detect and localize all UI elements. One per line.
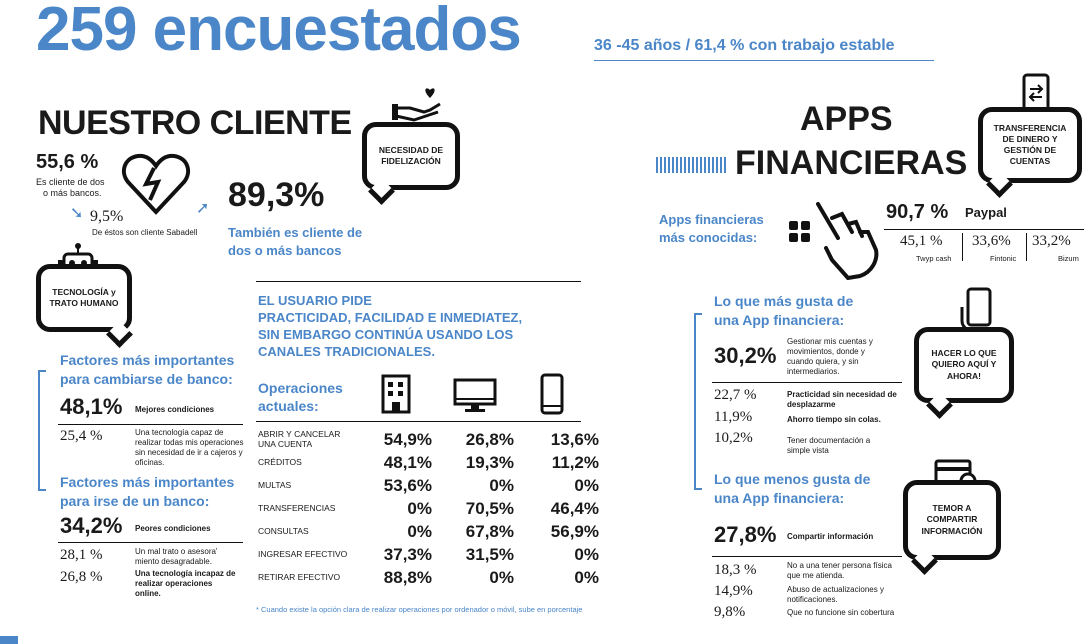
row-value: 0% — [489, 568, 514, 587]
desktop-monitor-icon — [453, 378, 497, 414]
row-value: 13,6% — [550, 430, 599, 449]
no-gusta-heading2: una App financiera: — [714, 490, 845, 506]
row-label: TRANSFERENCIAS — [258, 503, 336, 513]
table-row — [0, 429, 599, 452]
row-value: 0% — [574, 545, 599, 564]
row-label: CONSULTAS — [258, 526, 309, 536]
transfer-bubble: TRANSFERENCIA DE DINERO Y GESTIÓN DE CUENTAS — [978, 107, 1082, 183]
usuario-line2: PRACTICIDAD, FACILIDAD E INMEDIATEZ, — [258, 310, 523, 325]
app-other2-pct: 33,6% — [972, 233, 1011, 249]
factores-irse-heading2: para irse de un banco: — [60, 493, 210, 509]
broken-heart-icon — [120, 152, 192, 216]
usuario-footnote: * Cuando existe la opción clara de realizar operaciones por ordenador o móvil, sube en porcentaje — [256, 605, 583, 614]
row-value: 0% — [489, 476, 514, 495]
tecnologia-bubble-line1: TECNOLOGÍA y — [52, 286, 116, 297]
ops-title2: actuales: — [258, 398, 319, 414]
app-sep2 — [1026, 233, 1027, 261]
tecnologia-bubble-line2: TRATO HUMANO — [49, 298, 119, 308]
factores-cambiar-second-label: Una tecnología capaz de realizar todas mis operaciones sin necesidad de ir a cajeros y oficinas. — [135, 428, 244, 467]
gusta-item1-label: Practicidad sin necesidad de desplazarme — [787, 390, 897, 409]
no-gusta-item2-pct: 14,9% — [714, 583, 753, 599]
hacer-bubble: HACER LO QUE QUIERO AQUÍ Y AHORA! — [914, 327, 1014, 403]
row-value: 56,9% — [550, 522, 599, 541]
apps-conocidas1: Apps financieras — [659, 212, 764, 227]
row-label: CRÉDITOS — [258, 457, 302, 467]
no-gusta-divider — [712, 556, 902, 557]
row-value: 0% — [407, 499, 432, 518]
row-value: 26,8% — [465, 430, 514, 449]
cliente-pct2: 9,5% — [90, 208, 124, 225]
apps-stripes — [656, 157, 726, 173]
cliente-big-text1: También es cliente de — [228, 225, 363, 240]
factores-cambiar-main-pct: 48,1% — [60, 394, 123, 419]
row-value: 53,6% — [383, 476, 432, 495]
apps-conocidas2: más conocidas: — [659, 230, 758, 245]
row-value: 54,9% — [383, 430, 432, 449]
cliente-pct1-text2: o más bancos. — [43, 188, 102, 198]
apps-title1: APPS — [800, 100, 893, 138]
no-gusta-main-label: Compartir información — [787, 532, 874, 541]
cliente-pct2-text: De éstos son cliente Sabadell — [92, 228, 198, 237]
factores-cambiar-heading1: Factores más importantes — [60, 352, 235, 368]
app-other3-pct: 33,2% — [1032, 233, 1071, 249]
table-row — [0, 499, 599, 521]
ops-header-rule — [256, 421, 581, 422]
row-value: 48,1% — [383, 453, 432, 472]
fidelizacion-bubble — [362, 122, 460, 190]
factores-irse-item2-label: Una tecnología incapaz de realizar operaciones online. — [135, 569, 236, 598]
app-other2-name: Fintonic — [990, 254, 1017, 263]
cliente-title: NUESTRO CLIENTE — [38, 104, 352, 142]
usuario-line1: EL USUARIO PIDE — [258, 293, 372, 308]
row-value: 19,3% — [465, 453, 514, 472]
factores-irse-item1-label: Un mal trato o asesora' miento desagradable. — [135, 547, 218, 566]
row-value: 37,3% — [383, 545, 432, 564]
cliente-big-pct: 89,3% — [228, 176, 325, 214]
page-subtitle: 36 -45 años / 61,4 % con trabajo estable — [594, 37, 895, 54]
table-row — [0, 476, 599, 498]
table-row — [0, 568, 599, 590]
factores-irse-heading1: Factores más importantes — [60, 474, 235, 490]
temor-bubble: TEMOR A COMPARTIR INFORMACIÓN — [903, 480, 1001, 560]
apps-grid-icon — [788, 220, 812, 244]
row-value: 88,8% — [383, 568, 432, 587]
app-other3-name: Bizum — [1058, 254, 1079, 263]
mobile-phone-icon — [540, 373, 564, 415]
no-gusta-item2-label: Abuso de actualizaciones y notificaciones. — [787, 585, 884, 604]
factores-cambiar-divider — [58, 424, 243, 425]
cliente-pct1: 55,6 % — [36, 151, 99, 173]
row-value: 46,4% — [550, 499, 599, 518]
usuario-line4: CANALES TRADICIONALES. — [258, 344, 435, 359]
app-other1-pct: 45,1 % — [900, 233, 943, 249]
usuario-top-rule — [256, 281, 581, 282]
row-value: 0% — [574, 568, 599, 587]
gusta-item3-label: Tener documentación a simple vista — [787, 436, 871, 455]
row-value: 31,5% — [465, 545, 514, 564]
gusta-bracket — [694, 313, 696, 490]
usuario-line3: SIN EMBARGO CONTINÚA USANDO LOS — [258, 327, 514, 342]
apps-top-name: Paypal — [965, 205, 1007, 220]
table-row — [0, 545, 599, 567]
row-label: ABRIR Y CANCELAR UNA CUENTA — [258, 429, 341, 449]
row-value: 70,5% — [465, 499, 514, 518]
table-row — [0, 522, 599, 544]
factores-irse-main-pct: 34,2% — [60, 513, 123, 538]
page-title: 259 encuestados — [36, 0, 521, 64]
row-value: 0% — [574, 476, 599, 495]
cliente-big-text2: dos o más bancos — [228, 243, 342, 258]
gusta-divider — [712, 382, 902, 383]
row-label: INGRESAR EFECTIVO — [258, 549, 348, 559]
table-row — [0, 453, 599, 475]
cliente-pct1-text1: Es cliente de dos — [36, 177, 105, 187]
gusta-main-label: Gestionar mis cuentas y movimientos, donde y cuando quiera, y sin intermediarios. — [787, 337, 873, 376]
bracket-tick — [694, 313, 702, 315]
arrow-down-icon: ➘ — [70, 205, 84, 222]
gusta-item2-label: Ahorro tiempo sin colas. — [787, 415, 881, 424]
gusta-item2-pct: 11,9% — [714, 409, 753, 425]
no-gusta-heading1: Lo que menos gusta de — [714, 471, 871, 487]
fidelizacion-bubble-line2: FIDELIZACIÓN — [381, 156, 441, 166]
app-other1-name: Twyp cash — [916, 254, 952, 263]
tap-hand-icon — [812, 198, 884, 280]
no-gusta-main-pct: 27,8% — [714, 522, 777, 547]
bracket-tick — [38, 370, 46, 372]
gusta-item1-pct: 22,7 % — [714, 387, 757, 403]
app-sep1 — [962, 233, 963, 261]
row-value: 0% — [407, 522, 432, 541]
fidelizacion-bubble-line1: NECESIDAD DE — [378, 144, 444, 155]
bank-building-icon — [381, 374, 411, 414]
factores-cambiar-heading2: para cambiarse de banco: — [60, 371, 233, 387]
no-gusta-item1-label: No a una tener persona física que me atienda. — [787, 561, 892, 580]
apps-divider — [884, 229, 1084, 230]
factores-irse-main-label: Peores condiciones — [135, 524, 211, 533]
factores-irse-item2-pct: 26,8 % — [60, 569, 103, 585]
factores-cambiar-second-pct: 25,4 % — [60, 428, 103, 444]
apps-top-pct: 90,7 % — [886, 201, 949, 223]
row-label: RETIRAR EFECTIVO — [258, 572, 341, 582]
gusta-item3-pct: 10,2% — [714, 430, 753, 446]
gusta-heading1: Lo que más gusta de — [714, 293, 854, 309]
row-value: 11,2% — [551, 453, 599, 472]
gusta-main-pct: 30,2% — [714, 343, 777, 368]
bracket-tick — [694, 488, 702, 490]
ops-title1: Operaciones — [258, 380, 343, 396]
row-label: MULTAS — [258, 480, 292, 490]
subtitle-underline — [594, 60, 934, 61]
no-gusta-item1-pct: 18,3 % — [714, 562, 757, 578]
bottom-corner-mark — [0, 636, 18, 644]
apps-title2: FINANCIERAS — [735, 144, 968, 182]
no-gusta-item3-label: Que no funcione sin cobertura — [787, 608, 895, 617]
row-value: 67,8% — [465, 522, 514, 541]
arrow-up-icon: ➚ — [196, 200, 210, 217]
factores-cambiar-main-label: Mejores condiciones — [135, 405, 215, 414]
gusta-heading2: una App financiera: — [714, 312, 845, 328]
factores-irse-item1-pct: 28,1 % — [60, 547, 103, 563]
no-gusta-item3-pct: 9,8% — [714, 604, 746, 620]
